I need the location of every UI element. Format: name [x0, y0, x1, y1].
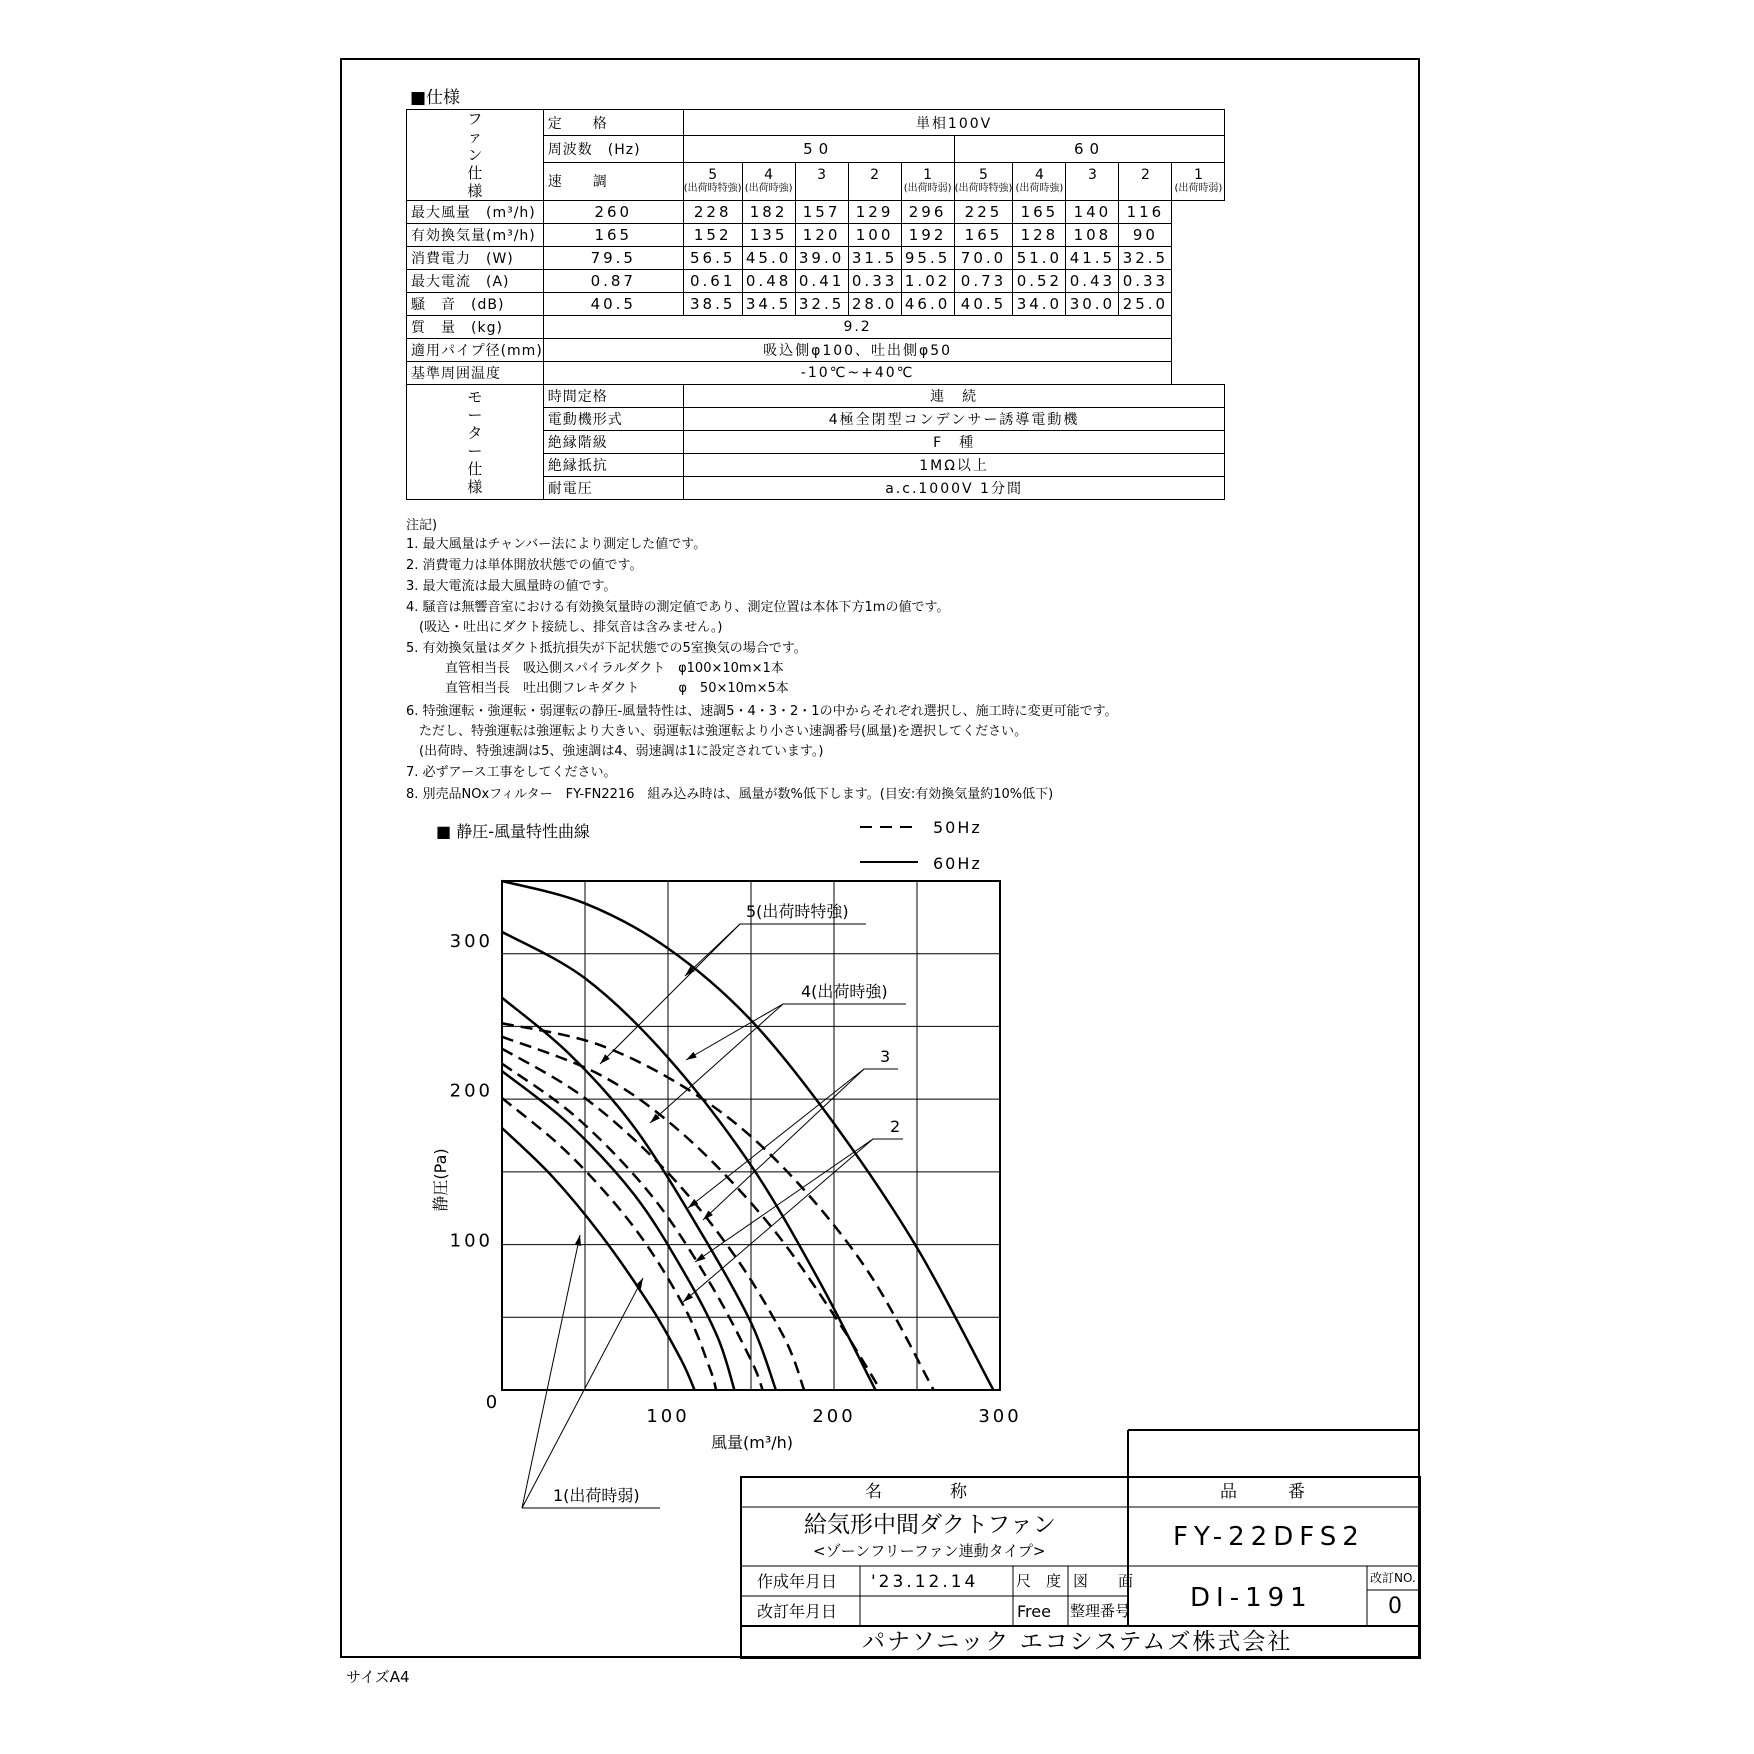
time-rating-label: 時間定格 [543, 385, 683, 408]
value-cell: 70.0 [954, 247, 1013, 270]
created-label: 作成年月日 [757, 1572, 838, 1591]
value-cell: 41.5 [1066, 247, 1119, 270]
mass-label: 質 量 (kg) [407, 316, 544, 339]
y-tick-label: 300 [449, 930, 493, 952]
company-name: パナソニック エコシステムズ株式会社 [862, 1629, 1293, 1655]
value-cell: 0.41 [795, 270, 848, 293]
speed-note: (出荷時弱) [1174, 183, 1223, 195]
scale-value: Free [1017, 1602, 1051, 1621]
value-cell: 296 [901, 201, 954, 224]
note-line: 直管相当長 吐出側フレキダクト φ 50×10m×5本 [406, 681, 789, 696]
revision-number: 0 [1388, 1594, 1402, 1619]
withstand-voltage-value: a.c.1000V 1分間 [683, 477, 1225, 500]
value-cell: 128 [1013, 224, 1066, 247]
time-rating-value: 連 続 [683, 385, 1225, 408]
value-cell: 0.33 [848, 270, 901, 293]
motor-type-label: 電動機形式 [543, 408, 683, 431]
value-cell: 0.33 [1119, 270, 1172, 293]
value-cell: 228 [683, 201, 742, 224]
speed-number: 2 [1140, 167, 1150, 184]
x-tick-label: 300 [978, 1406, 1022, 1427]
note-line: 8. 別売品NOxフィルター FY-FN2216 組み込み時は、風量が数%低下します。(目安:有効換気量約10%低下) [406, 787, 1054, 802]
value-cell: 129 [848, 201, 901, 224]
frequency-60: 60 [954, 136, 1225, 162]
curve-annotation: 3 [880, 1047, 891, 1066]
value-cell: 120 [795, 224, 848, 247]
pipe-value: 吸込側φ100、吐出側φ50 [543, 339, 1172, 362]
revision-label: 改訂NO. [1370, 1571, 1416, 1585]
note-line: 4. 騒音は無響音室における有効換気量時の測定値であり、測定位置は本体下方1mの値です。 [406, 600, 950, 615]
motor-type-value: 4極全閉型コンデンサー誘導電動機 [683, 408, 1225, 431]
note-line: 7. 必ずアース工事をしてください。 [406, 765, 617, 780]
speed-number: 5 [979, 167, 988, 184]
part-number: FY-22DFS2 [1173, 1522, 1365, 1552]
row-label: 最大風量 (m³/h) [407, 201, 544, 224]
value-cell: 0.73 [954, 270, 1013, 293]
note-line: (出荷時、特強速調は5、強速調は4、弱速調は1に設定されています。) [406, 744, 824, 759]
value-cell: 100 [848, 224, 901, 247]
x-tick-label: 200 [812, 1406, 856, 1427]
spec-heading: ■仕様 [410, 88, 461, 108]
legend-label: 60Hz [933, 854, 982, 873]
speed-number: 3 [817, 167, 827, 184]
legend-label: 50Hz [933, 818, 982, 837]
value-cell: 45.0 [742, 247, 795, 270]
scale-label: 尺 度 [1016, 1572, 1062, 1590]
temperature-label: 基準周囲温度 [407, 362, 544, 385]
note-line: 3. 最大電流は最大風量時の値です。 [406, 579, 617, 594]
value-cell: 0.61 [683, 270, 742, 293]
value-cell: 28.0 [848, 293, 901, 316]
insulation-resistance-label: 絶縁抵抗 [543, 454, 683, 477]
revised-label: 改訂年月日 [757, 1602, 838, 1621]
curve-annotation: 2 [890, 1117, 901, 1136]
mass-value: 9.2 [543, 316, 1172, 339]
note-line: 1. 最大風量はチャンバー法により測定した値です。 [406, 537, 707, 552]
row-label: 有効換気量(m³/h) [407, 224, 544, 247]
value-cell: 40.5 [543, 293, 683, 316]
value-cell: 0.52 [1013, 270, 1066, 293]
speed-number: 3 [1087, 167, 1097, 184]
value-cell: 40.5 [954, 293, 1013, 316]
curve-annotation: 5(出荷時特強) [746, 902, 849, 921]
drawing-number: DI-191 [1190, 1583, 1313, 1613]
value-cell: 108 [1066, 224, 1119, 247]
rating-label: 定 格 [543, 110, 683, 136]
curve-annotation: 1(出荷時弱) [553, 1486, 640, 1505]
group-motor: モーター仕様 [407, 385, 544, 500]
y-tick-label: 100 [449, 1230, 493, 1252]
speed-note: (出荷時弱) [903, 183, 952, 195]
value-cell: 116 [1119, 201, 1172, 224]
insulation-class-value: F 種 [683, 431, 1225, 454]
value-cell: 32.5 [795, 293, 848, 316]
rating-value: 単相100V [683, 110, 1225, 136]
value-cell: 51.0 [1013, 247, 1066, 270]
value-cell: 140 [1066, 201, 1119, 224]
drawing-label-2: 整理番号 [1070, 1602, 1131, 1620]
pipe-label: 適用パイプ径(mm) [407, 339, 544, 362]
paper-size-label: サイズA4 [346, 1668, 410, 1686]
frequency-label: 周波数 (Hz) [543, 136, 683, 162]
curve-annotation: 4(出荷時強) [801, 982, 888, 1001]
value-cell: 31.5 [848, 247, 901, 270]
value-cell: 79.5 [543, 247, 683, 270]
value-cell: 25.0 [1119, 293, 1172, 316]
value-cell: 182 [742, 201, 795, 224]
value-cell: 135 [742, 224, 795, 247]
frequency-50: 50 [683, 136, 954, 162]
temperature-value: -10℃~+40℃ [543, 362, 1172, 385]
speed-note: (出荷時強) [744, 183, 793, 195]
insulation-resistance-value: 1MΩ以上 [683, 454, 1225, 477]
value-cell: 34.0 [1013, 293, 1066, 316]
value-cell: 95.5 [901, 247, 954, 270]
value-cell: 165 [543, 224, 683, 247]
value-cell: 192 [901, 224, 954, 247]
speed-number: 1 [1193, 167, 1203, 184]
speed-note: (出荷時特強) [954, 183, 1013, 195]
note-line: 6. 特強運転・強運転・弱運転の静圧-風量特性は、速調5・4・3・2・1の中からそれぞれ選択し、施工時に変更可能です。 [406, 704, 1118, 719]
note-line: (吸込・吐出にダクト接続し、排気音は含みません。) [406, 620, 723, 635]
insulation-class-label: 絶縁階級 [543, 431, 683, 454]
value-cell: 39.0 [795, 247, 848, 270]
part-header: 品 番 [1220, 1482, 1305, 1502]
value-cell: 38.5 [683, 293, 742, 316]
note-line: 2. 消費電力は単体開放状態での値です。 [406, 558, 643, 573]
x-tick-label: 0 [485, 1392, 501, 1413]
value-cell: 32.5 [1119, 247, 1172, 270]
group-fan: ファン仕様 [407, 110, 544, 201]
note-line: 5. 有効換気量はダクト抵抗損失が下記状態での5室換気の場合です。 [406, 641, 807, 656]
value-cell: 56.5 [683, 247, 742, 270]
value-cell: 157 [795, 201, 848, 224]
speed-number: 5 [708, 167, 718, 184]
speed-number: 4 [764, 167, 774, 184]
speed-label: 速 調 [543, 162, 683, 200]
notes-header: 注記) [406, 518, 438, 533]
value-cell: 0.48 [742, 270, 795, 293]
product-name: 給気形中間ダクトファン [804, 1512, 1056, 1538]
x-tick-label: 100 [646, 1406, 690, 1427]
created-date: '23.12.14 [871, 1572, 979, 1592]
name-header: 名 称 [865, 1482, 967, 1502]
speed-number: 2 [870, 167, 880, 184]
speed-note: (出荷時特強) [683, 183, 742, 195]
value-cell: 225 [954, 201, 1013, 224]
drawing-label: 図 面 [1073, 1572, 1134, 1590]
value-cell: 30.0 [1066, 293, 1119, 316]
value-cell: 165 [1013, 201, 1066, 224]
row-label: 消費電力 (W) [407, 247, 544, 270]
value-cell: 260 [543, 201, 683, 224]
x-axis-label: 風量(m³/h) [710, 1433, 794, 1452]
value-cell: 0.43 [1066, 270, 1119, 293]
value-cell: 165 [954, 224, 1013, 247]
row-label: 最大電流 (A) [407, 270, 544, 293]
speed-number: 1 [923, 167, 933, 184]
note-line: ただし、特強運転は強運転より大きい、弱運転は強運転より小さい速調番号(風量)を選択してください。 [406, 724, 1028, 739]
row-label: 騒 音 (dB) [407, 293, 544, 316]
speed-number: 4 [1034, 167, 1044, 184]
product-subtitle: <ゾーンフリーファン連動タイプ> [813, 1542, 1046, 1560]
withstand-voltage-label: 耐電圧 [543, 477, 683, 500]
value-cell: 90 [1119, 224, 1172, 247]
value-cell: 34.5 [742, 293, 795, 316]
value-cell: 46.0 [901, 293, 954, 316]
speed-note: (出荷時強) [1015, 183, 1064, 195]
value-cell: 1.02 [901, 270, 954, 293]
chart-title: ■ 静圧-風量特性曲線 [436, 822, 590, 841]
value-cell: 152 [683, 224, 742, 247]
y-tick-label: 200 [449, 1080, 493, 1102]
value-cell: 0.87 [543, 270, 683, 293]
note-line: 直管相当長 吸込側スパイラルダクト φ100×10m×1本 [406, 661, 784, 676]
y-axis-label: 静圧(Pa) [431, 1148, 450, 1212]
